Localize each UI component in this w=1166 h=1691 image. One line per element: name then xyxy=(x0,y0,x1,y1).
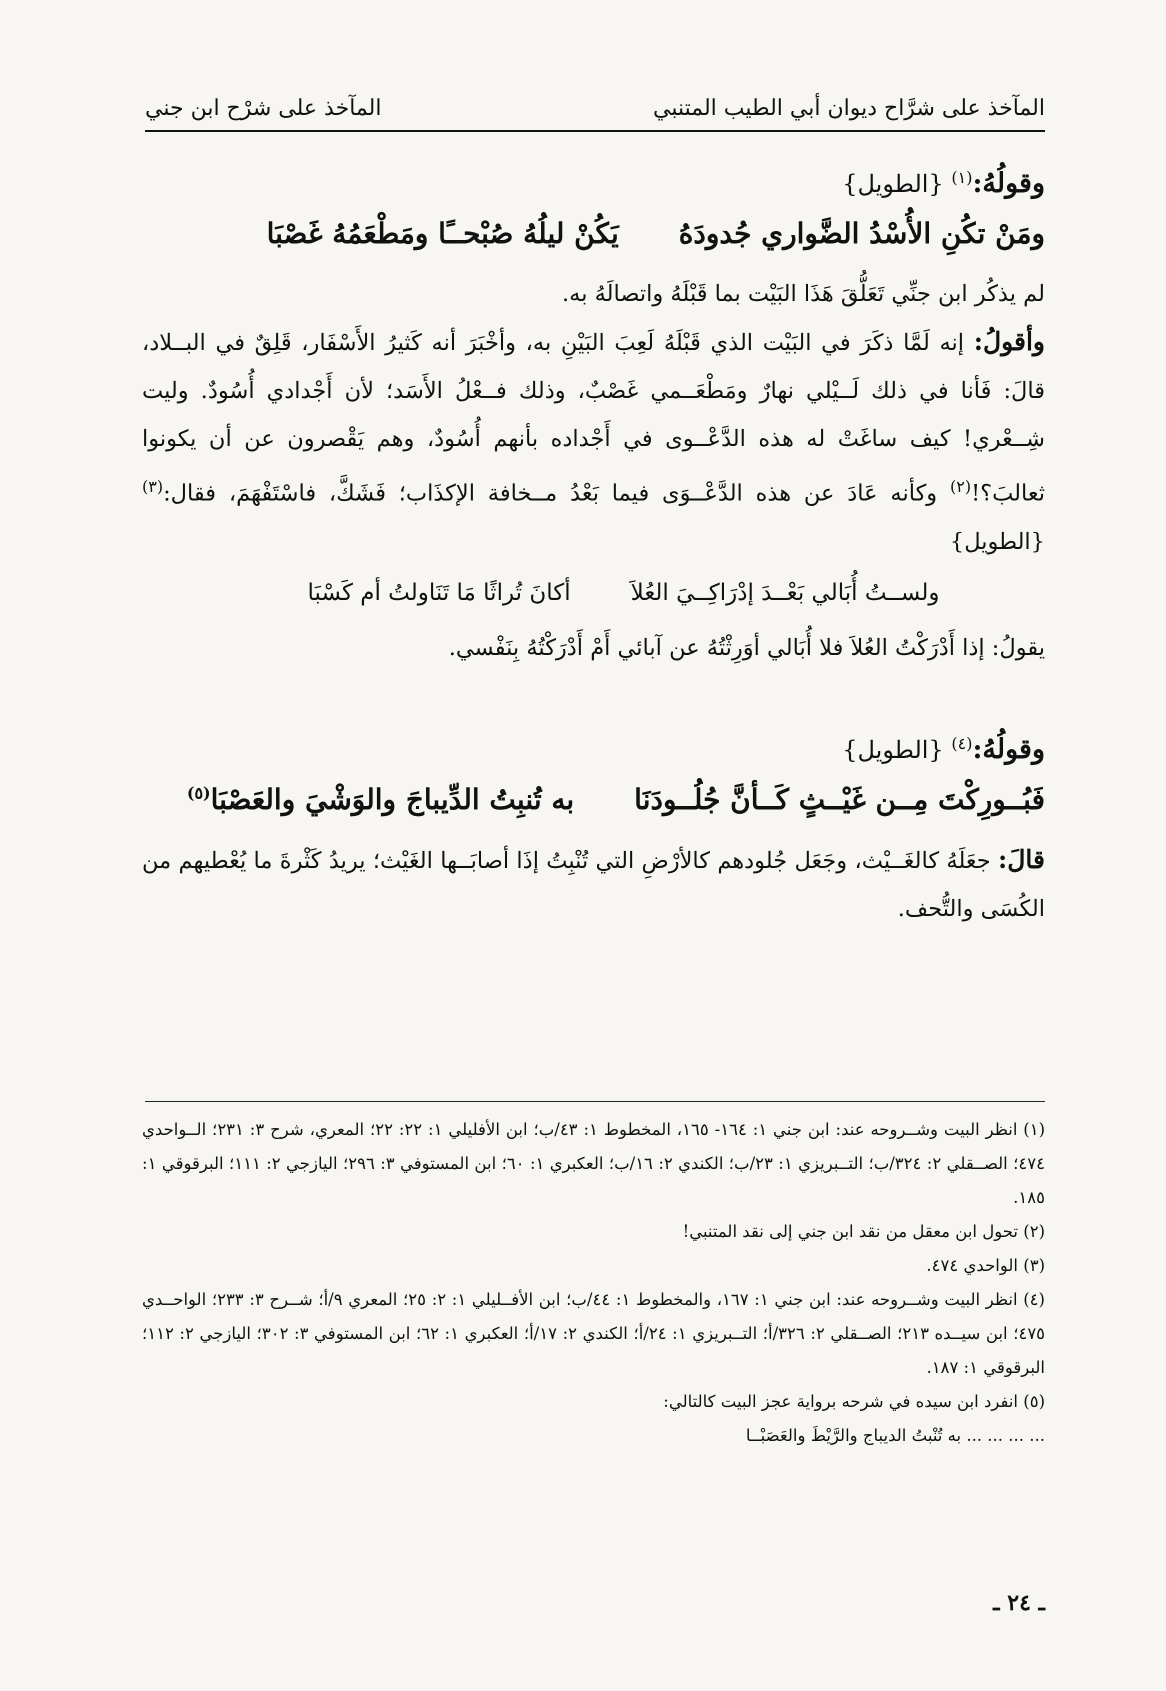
footnote-ref: (١) xyxy=(951,168,973,187)
section1-verse2 xyxy=(142,580,1045,606)
qal-label: قالَ: xyxy=(998,844,1045,874)
verse-second-hemistich: يَكُنْ ليلُهُ صُبْحــًا ومَطْعَمُهُ غَصْبَا xyxy=(266,217,619,250)
header-section-title: المآخذ على شرْح ابن جني xyxy=(145,95,382,121)
verse-first-hemistich: فَبُــورِكْتَ مِــن غَيْــثٍ كَــأنَّ جُلُــودَنَا xyxy=(634,782,1045,816)
verse-second-hemistich: به تُنبِتُ الدِّيباجَ والوَشْيَ والعَصْبَا$^{(٥)}$ xyxy=(186,782,575,816)
header-divider xyxy=(145,130,1045,132)
footnote-5: (٥) انفرد ابن سيده في شرحه برواية عجز البيت كالتالي: xyxy=(663,1392,1045,1411)
header-book-title: المآخذ على شرَّاح ديوان أبي الطيب المتنبي xyxy=(653,95,1045,121)
section1-meter2: {الطويل} xyxy=(949,528,1045,555)
qal-text: جعَلَهُ كالغَــيْث، وجَعَل جُلودهم كالأرْضِ التي تُنْبِتُ إذَا أصابَــها الغَيْث؛ يريدُ كَثْرةَ ما يُعْطيهم من الكُسَى والتُّحف. xyxy=(142,847,1045,922)
footnote-3: (٣) الواحدي ٤٧٤. xyxy=(926,1256,1045,1275)
footnote-4: (٤) انظر البيت وشــروحه عند: ابن جني ١: ١٦٧، والمخطوط ١: ٤٤/ب؛ ابن الأفــليلي ١: ٢: ٢٥؛ المعري ٩/أ؛ شــرح ٣: ٢٣٣؛ الواحــدي ٤٧٥؛ ابن سيــده ٢١٣؛ الصــقلي ٢: ٣٢٦/أ؛ التــبريزي ١: ٢٤/أ؛ الكندي ٢: ١٧/أ؛ العكبري ١: ٦٢؛ ابن المستوفي ٣: ٣٠٢؛ اليازجي ٢: ١١٢؛ البرقوقي ١: ١٨٧. xyxy=(142,1290,1046,1377)
footnote-ref: (٤) xyxy=(951,733,973,753)
footnote-5-quote: ... ... ... ... به تُنْبتُ الديباج والرَّيْطَ والعَصَبْــا xyxy=(745,1426,1045,1445)
reply-text: إنه لَمَّا ذكَرَ في البَيْت الذي قَبْلَهُ لَعِبَ البَيْنِ به، وأخْبَرَ أنه كَثيرُ الأَسْفَار، قَلِقٌ في البــلاد، قالَ: فَأنا في ذلك لَــيْلي نهارٌ ومَطْعَــمي غَصْبٌ، وذلك فــعْلُ الأَسَد؛ لأن أَجْدادي أُسُودٌ. وليت شِــعْري! كيف ساغَتْ له هذه الدَّعْــوى في أَجْداده بأنهم أُسُودٌ، وهم يَقْصرون عن أن يكونوا ثعالبَ؟! xyxy=(142,330,1045,507)
section1-intro xyxy=(142,168,1045,199)
verse-first-hemistich: ولســتُ أُبَالي بَعْــدَ إدْرَاكِــيَ العُلاَ xyxy=(630,579,940,606)
section2-meter: {الطويل} xyxy=(842,735,944,764)
footnotes xyxy=(142,1113,1045,1453)
verse-first-hemistich: ومَنْ تكُنِ الأُسْدُ الضَّواري جُدودَهُ xyxy=(678,217,1045,250)
section1-line2 xyxy=(142,624,1045,672)
section1-reply xyxy=(142,318,1045,566)
footnote-ref: (٥) xyxy=(186,783,211,803)
section2-label: وقولُهُ: xyxy=(972,733,1045,765)
footnote-ref: (٢) xyxy=(950,477,972,496)
footnote-ref: (٣) xyxy=(142,477,164,496)
main-text xyxy=(142,168,1045,933)
verse-second-hemistich: أكانَ تُراثًا مَا تَنَاولتُ أم كَسْبَا xyxy=(307,579,571,606)
line2-text: إذا أَدْرَكْتُ العُلاَ فلا أُبَالي أوَرِثْتُهُ عن آبائي أَمْ أَدْرَكْتُهُ بِنَفْسي. xyxy=(448,634,985,661)
section1-meter: {الطويل} xyxy=(842,170,944,198)
section2-intro xyxy=(142,734,1045,765)
footnote-divider xyxy=(145,1101,1045,1102)
footnote-1: (١) انظر البيت وشــروحه عند: ابن جني ١: ١٦٤- ١٦٥، المخطوط ١: ٤٣/ب؛ ابن الأفليلي ١: ٢٢: ٢٢؛ المعري، شرح ٣: ٢٣١؛ الــواحدي ٤٧٤؛ الصــقلي ٢: ٣٢٤/ب؛ التــبريزي ١: ٢٣/ب؛ الكندي ٢: ١٦/ب؛ العكبري ١: ٦٠؛ ابن المستوفي ٣: ٢٩٦؛ اليازجي ٢: ١١١؛ البرقوقي ١: ١٨٥. xyxy=(142,1120,1046,1207)
reply-label: وأقولُ: xyxy=(973,327,1045,356)
section2-verse xyxy=(182,783,1045,816)
section2-commentary xyxy=(142,836,1045,933)
line2-label: يقولُ: xyxy=(991,634,1045,661)
footnote-2: (٢) تحول ابن معقل من نقد ابن جني إلى نقد المتنبي! xyxy=(682,1222,1045,1241)
reply-text-2: وكأنه عَادَ عن هذه الدَّعْــوَى فيما بَعْدُ مــخافة الإكذَاب؛ فَشَكَّ، فاسْتَفْهَمَ، فقال: xyxy=(163,480,938,507)
page-number: ـ ٢٤ ـ xyxy=(993,1590,1045,1616)
running-header xyxy=(145,88,1045,128)
section1-verse1 xyxy=(182,217,1045,250)
section1-label: وقولُهُ: xyxy=(972,168,1045,199)
section1-line1: لم يذكُر ابن جنِّي تَعَلُّقَ هَذَا البَيْت بما قَبْلَهُ واتصالَهُ به. xyxy=(561,281,1045,307)
